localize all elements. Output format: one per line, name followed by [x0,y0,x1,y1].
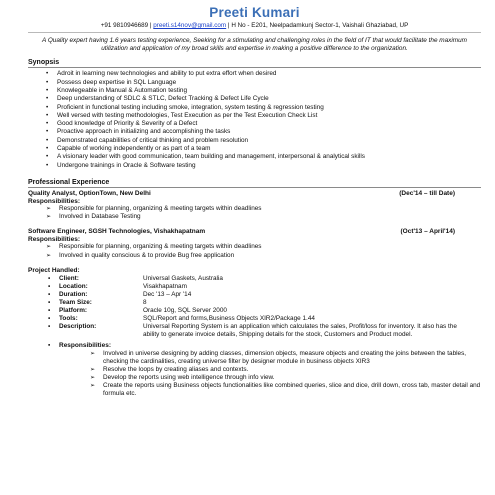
responsibilities-list [46,243,481,259]
project-responsibilities-list [90,350,481,399]
list-item: • Adroit in learning new technologies and ability to put extra effort when desired [46,70,481,78]
experience-heading: Professional Experience [28,178,110,186]
list-item: • Proactive approach in initializing and accomplishing the tasks [46,128,481,136]
phone-number: +91 9810946689 [100,22,149,29]
list-item: • Capable of working independently or as part of a team [46,145,481,153]
responsibilities-list [46,205,481,221]
experience-divider [28,187,481,188]
job-dates: (Dec'14 – till Date) [399,189,455,197]
project-field-value: 8 [143,299,147,307]
project-field-value: Dec '13 – Apr '14 [143,290,192,298]
list-item: ➢ Involved in Database Testing [46,213,481,221]
list-item: • A visionary leader with good communication, team building and management, interpersonal & analytical skills [46,153,481,161]
table-row [48,275,463,283]
list-item: ➢ Develop the reports using web intelligence through info view. [90,374,481,382]
list-item: • Possess deep expertise in SQL Language [46,79,481,87]
email-link[interactable]: preeti.s14nov@gmail.com [153,22,227,29]
responsibilities-label: Responsibilities: [28,236,81,244]
synopsis-divider [28,67,481,68]
job-dates: (Oct'13 – April'14) [400,228,455,236]
table-row [48,291,463,299]
list-item: • Demonstrated capabilities of critical thinking and problem resolution [46,137,481,145]
address: | H No - E201, Neelpadamkunj Sector-1, Vaishali Ghaziabad, UP [226,22,409,29]
table-row [48,299,463,307]
list-item: • Deep understanding of SDLC & STLC, Defect Tracking & Defect Life Cycle [46,95,481,103]
project-field-label: ▪ Duration: [48,291,143,299]
candidate-name: Preeti Kumari [209,5,300,20]
list-item: • Proficient in functional testing including smoke, integration, system testing & regression testing [46,104,481,112]
job-role: Quality Analyst, OptionTown, New Delhi [28,189,151,197]
project-heading: Project Handled: [28,266,80,274]
table-row [48,307,463,315]
contact-separator: | [148,22,154,29]
project-field-label: ▪ Location: [48,283,143,291]
synopsis-heading: Synopsis [28,59,60,67]
project-field-label: ▪ Platform: [48,307,143,315]
list-item: ➢ Responsible for planning, organizing & meeting targets within deadlines [46,205,481,213]
list-item: • Knowlegeable in Manual & Automation testing [46,87,481,95]
table-row [48,283,463,291]
synopsis-list [46,70,481,170]
project-field-label: ▪ Team Size: [48,299,143,307]
project-field-value: Visakhapatnam [143,282,187,290]
job-role: Software Engineer, SGSH Technologies, Vishakhapatnam [28,228,206,236]
responsibilities-label: Responsibilities: [28,197,81,205]
list-item: ➢ Involved in quality conscious & to provide Bug free application [46,252,481,260]
list-item: • Good knowledge of Priority & Severity of a Defect [46,120,481,128]
job-header [28,190,481,197]
project-field-value: Universal Gaskets, Australia [143,274,223,282]
project-field-label: ▪ Description: [48,323,143,339]
table-row [48,315,463,323]
project-field-value: Universal Reporting System is an application which calculates the sales, Profit/loss for inventory. It also has the ability to generate invoice details, Shipping details for the stock, Customers and Product model. [143,323,457,339]
job-header [28,228,481,235]
project-field-value: Oracle 10g, SQL Server 2000 [143,307,227,315]
project-responsibilities-label: ▪ Responsibilities: [48,342,481,349]
objective-statement: A Quality expert having 1.6 years testing experience, Seeking for a stimulating and challenging roles in the field of IT that would facilitate the maximum utilization and application of my broad skills and expertise in making a positive difference to the organization. [42,37,467,53]
list-item: • Undergone trainings in Oracle & Software testing [46,162,481,170]
project-field-label: ▪ Client: [48,275,143,283]
list-item: • Well versed with testing methodologies, Test Execution as per the Test Execution Check List [46,112,481,120]
contact-line [28,22,481,29]
list-item: ➢ Responsible for planning, organizing & meeting targets within deadlines [46,243,481,251]
project-details-table [48,275,463,340]
project-field-label: ▪ Tools: [48,315,143,323]
table-row [48,323,463,339]
list-item: ➢ Resolve the loops by creating aliases and contexts. [90,366,481,374]
project-field-value: SQL/Report and forms,Business Objects XIR2/Package 1.44 [143,315,315,323]
list-item: ➢ Involved in universe designing by adding classes, dimension objects, measure objects and creating the joins between the tables, checking the cardinalities, creating universe filter by designer module in business objects XIR3 [90,350,481,366]
header-divider [28,32,481,33]
list-item: ➢ Create the reports using Business objects functionalities like combined queries, slice and dice, drill down, cross tab, master detail and formula etc. [90,382,481,398]
